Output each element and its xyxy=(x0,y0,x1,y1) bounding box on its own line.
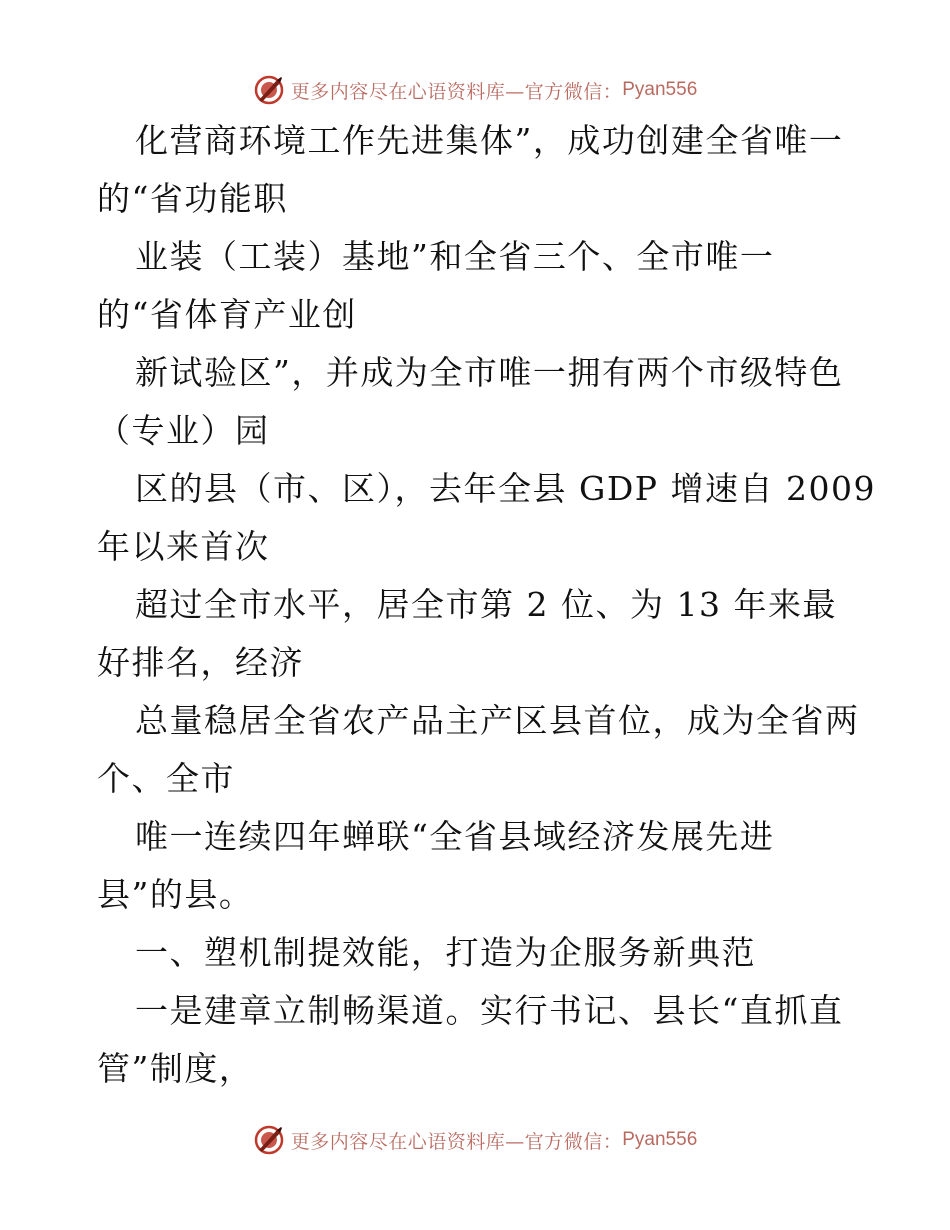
quill-pen-seal-icon xyxy=(253,1124,285,1156)
text-line: 的“省功能职 xyxy=(97,179,288,218)
quill-pen-seal-icon xyxy=(253,74,285,106)
text-line: 个、全市 xyxy=(97,759,235,798)
text-line: 管”制度， xyxy=(97,1049,254,1088)
text-line: 唯一连续四年蝉联“全省县域经济发展先进 xyxy=(135,817,775,856)
watermark-wechat-id: Pyan556 xyxy=(622,1129,698,1150)
text-line: 一是建章立制畅渠道。实行书记、县长“直抓直 xyxy=(135,991,844,1030)
text-line: 年以来首次 xyxy=(97,527,270,566)
watermark-wechat-id: Pyan556 xyxy=(622,79,698,100)
text-line: 新试验区”，并成为全市唯一拥有两个市级特色 xyxy=(135,353,844,392)
text-line: 超过全市水平，居全市第 2 位、为 13 年来最 xyxy=(135,585,837,624)
text-line: 总量稳居全省农产品主产区县首位，成为全省两 xyxy=(135,701,860,740)
watermark-text: 更多内容尽在心语资料库—官方微信： xyxy=(290,80,623,103)
text-line: 县”的县。 xyxy=(97,875,254,914)
text-line: （专业）园 xyxy=(97,411,270,450)
text-line: 业装（工装）基地”和全省三个、全市唯一 xyxy=(135,237,775,276)
text-line: 化营商环境工作先进集体”，成功创建全省唯一 xyxy=(135,121,844,160)
watermark-text: 更多内容尽在心语资料库—官方微信： xyxy=(290,1130,623,1153)
header-watermark xyxy=(0,70,950,110)
text-line: 的“省体育产业创 xyxy=(97,295,357,334)
text-line: 区的县（市、区），去年全县 GDP 增速自 2009 xyxy=(135,469,876,508)
text-line: 一、塑机制提效能，打造为企服务新典范 xyxy=(135,933,756,972)
footer-watermark xyxy=(0,1120,950,1160)
text-line: 好排名，经济 xyxy=(97,643,304,682)
